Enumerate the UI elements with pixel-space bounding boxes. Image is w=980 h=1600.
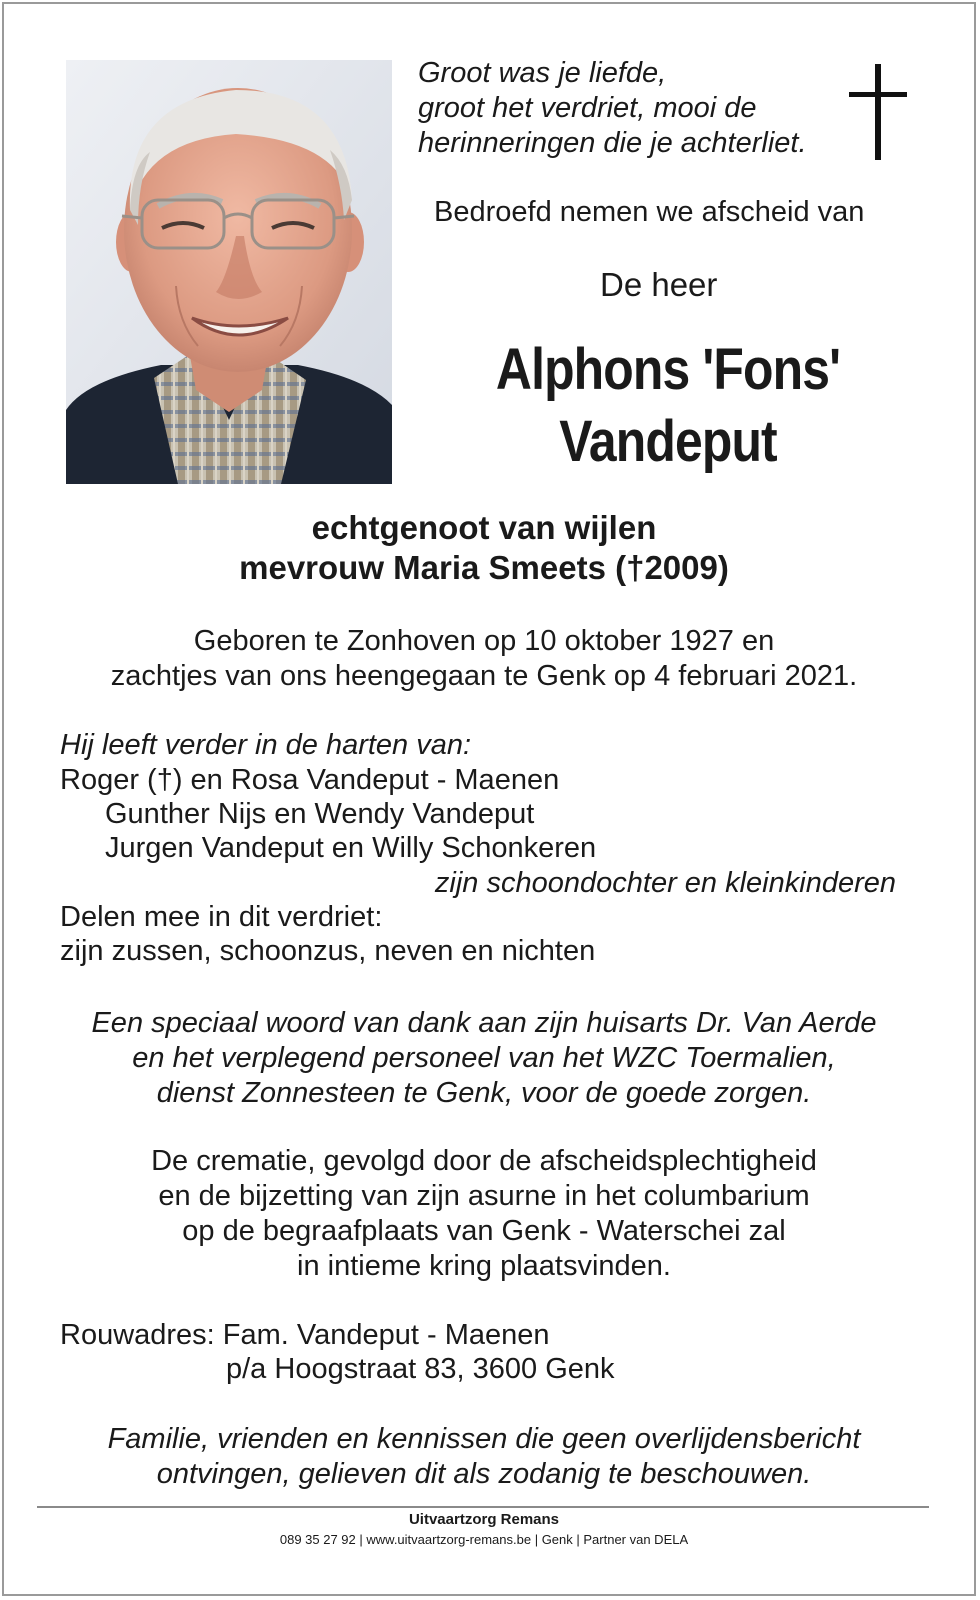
poem [418,56,807,161]
name-line: Alphons 'Fons' [495,337,841,402]
mourning-address-street: p/a Hoogstraat 83, 3600 Genk [226,1353,615,1385]
thanks-line: en het verplegend personeel van het WZC Toermalien, [132,1042,836,1074]
funeral-company: Uitvaartzorg Remans [408,1511,560,1528]
notice-line: Familie, vrienden en kennissen die geen overlijdensbericht [107,1423,861,1455]
ceremony-line: in intieme kring plaatsvinden. [297,1250,671,1282]
funeral-company-contact: 089 35 27 92 | www.uitvaartzorg-remans.be | Genk | Partner van DELA [279,1532,689,1547]
spouse-info [4,508,964,588]
dates-line: zachtjes van ons heengegaan te Genk op 4 februari 2021. [110,660,858,692]
obituary-card [2,2,976,1596]
survivor-line: Roger (†) en Rosa Vandeput - Maenen [60,764,560,796]
spouse-line: mevrouw Maria Smeets (†2009) [239,549,729,586]
spouse-line: echtgenoot van wijlen [311,509,657,546]
ceremony-line: en de bijzetting van zijn asurne in het columbarium [158,1180,810,1212]
deceased-name [431,334,906,478]
mourning-address: Rouwadres: Fam. Vandeput - Maenen [60,1319,550,1351]
survivors-heading: Hij leeft verder in de harten van: [60,729,472,761]
notice-text [4,1422,964,1492]
share-relatives: zijn zussen, schoonzus, neven en nichten [60,935,596,967]
notice-line: ontvingen, gelieven dit als zodanig te beschouwen. [156,1458,812,1490]
portrait-photo [66,60,392,484]
ceremony-line: op de begraafplaats van Genk - Waterschei zal [182,1215,786,1247]
ceremony-line: De crematie, gevolgd door de afscheidsplechtigheid [151,1145,817,1177]
survivor-role: zijn schoondochter en kleinkinderen [434,867,896,899]
survivor-line: Jurgen Vandeput en Willy Schonkeren [105,832,597,864]
life-dates [4,624,964,694]
survivor-line: Gunther Nijs en Wendy Vandeput [105,798,535,830]
honorific: De heer [600,266,718,303]
thanks-line: Een speciaal woord van dank aan zijn huisarts Dr. Van Aerde [91,1007,877,1039]
poem-line: groot het verdriet, mooi de [418,92,757,124]
ceremony-info [4,1144,964,1284]
intro-text: Bedroefd nemen we afscheid van [434,196,865,228]
cross-icon [849,64,907,160]
dates-line: Geboren te Zonhoven op 10 oktober 1927 en [193,625,775,657]
thanks-message [4,1006,964,1111]
poem-line: herinneringen die je achterliet. [418,127,807,159]
poem-line: Groot was je liefde, [418,57,667,89]
share-heading: Delen mee in dit verdriet: [60,901,383,933]
name-line: Vandeput [559,409,777,474]
thanks-line: dienst Zonnesteen te Genk, voor de goede zorgen. [156,1077,812,1109]
footer-divider [37,1506,929,1508]
